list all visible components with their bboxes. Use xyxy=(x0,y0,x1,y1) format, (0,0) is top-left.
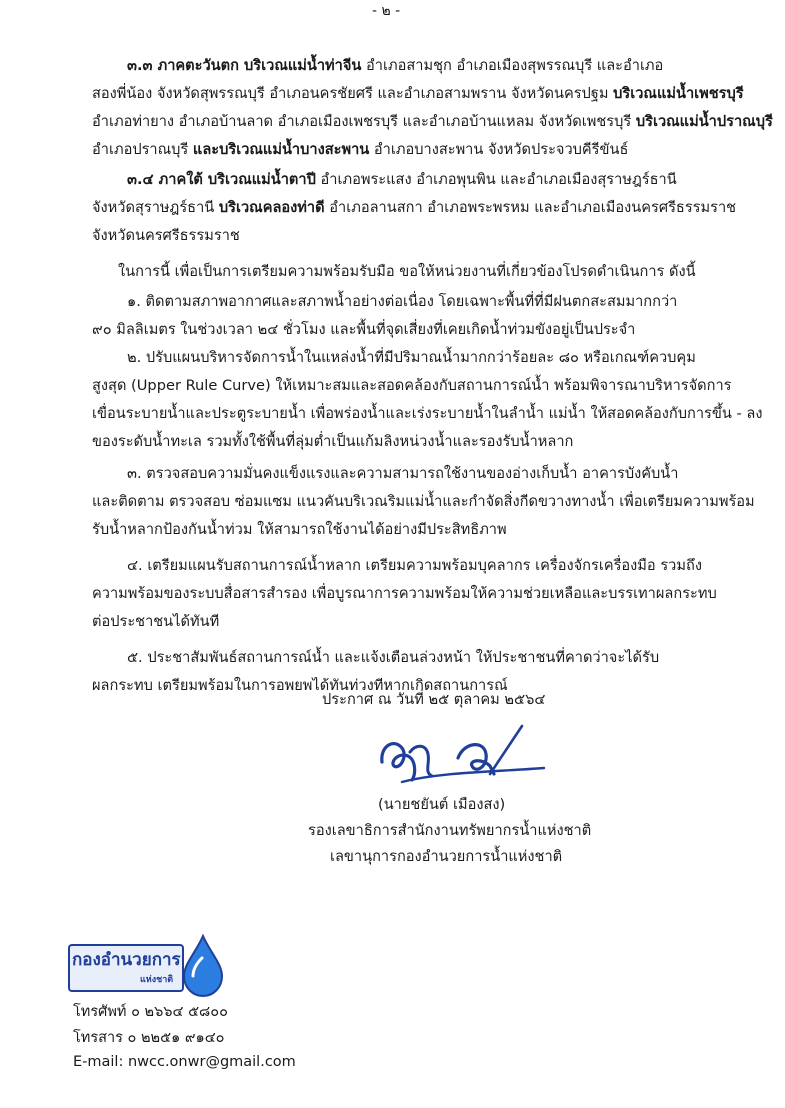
west-heading: ๓.๓ ภาคตะวันตก บริเวณแม่น้ำท่าจีน xyxy=(127,57,362,74)
south-line-1-text: อำเภอพระแสง อำเภอพุนพิน และอำเภอเมืองสุราษฎร์ธานี xyxy=(315,171,677,188)
item-1-line-2: ๙๐ มิลลิเมตร ในช่วงเวลา ๒๔ ชั่วโมง และพื้นที่จุดเสี่ยงที่เคยเกิดน้ำท่วมขังอยู่เป็นประจำ xyxy=(92,321,636,338)
west-line-3-bold: บริเวณแม่น้ำปราณบุรี xyxy=(635,113,773,130)
item-3-line-3: รับน้ำหลากป้องกันน้ำท่วม ให้สามารถใช้งานได้อย่างมีประสิทธิภาพ xyxy=(92,521,507,538)
signatory-name: (นายชยันต์ เมืองสง) xyxy=(378,796,506,813)
south-heading: ๓.๔ ภาคใต้ บริเวณแม่น้ำตาปี xyxy=(127,171,316,188)
item-4-line-2: ความพร้อมของระบบสื่อสารสำรอง เพื่อบูรณาการความพร้อมให้ความช่วยเหลือและบรรเทาผลกระทบ xyxy=(92,585,717,602)
contact-phone: โทรศัพท์ ๐ ๒๖๖๔ ๕๘๐๐ xyxy=(73,1004,228,1020)
contact-fax: โทรสาร ๐ ๒๒๕๑ ๙๑๔๐ xyxy=(73,1030,225,1046)
signature-icon xyxy=(372,722,552,786)
south-line-2-text: จังหวัดสุราษฎร์ธานี xyxy=(92,199,219,216)
west-line-2 xyxy=(92,80,744,108)
west-line-4-post: อำเภอบางสะพาน จังหวัดประจวบคีรีขันธ์ xyxy=(369,141,629,158)
item-4-line-1: ๔. เตรียมแผนรับสถานการณ์น้ำหลาก เตรียมความพร้อมบุคลากร เครื่องจักรเครื่องมือ รวมถึง xyxy=(127,557,702,574)
west-line-4-bold: และบริเวณแม่น้ำบางสะพาน xyxy=(192,141,370,158)
item-3-line-1: ๓. ตรวจสอบความมั่นคงแข็งแรงและความสามารถใช้งานของอ่างเก็บน้ำ อาคารบังคับน้ำ xyxy=(127,465,679,482)
west-line-4-text: อำเภอปราณบุรี xyxy=(92,141,193,158)
item-2-line-1: ๒. ปรับแผนบริหารจัดการน้ำในแหล่งน้ำที่มีปริมาณน้ำมากกว่าร้อยละ ๘๐ หรือเกณฑ์ควบคุม xyxy=(127,349,696,366)
item-4-line-3: ต่อประชาชนได้ทันที xyxy=(92,613,220,630)
contact-email: E-mail: nwcc.onwr@gmail.com xyxy=(73,1054,296,1070)
south-line-3: จังหวัดนครศรีธรรมราช xyxy=(92,227,240,244)
item-5-line-2: ผลกระทบ เตรียมพร้อมในการอพยพได้ทันท่วงทีหากเกิดสถานการณ์ xyxy=(92,677,508,694)
west-line-2-bold: บริเวณแม่น้ำเพชรบุรี xyxy=(613,85,744,102)
west-line-1 xyxy=(127,52,663,80)
west-line-3-text: อำเภอท่ายาง อำเภอบ้านลาด อำเภอเมืองเพชรบุรี และอำเภอบ้านแหลม จังหวัดเพชรบุรี xyxy=(92,113,636,130)
west-line-4 xyxy=(92,136,628,164)
south-line-2-bold: บริเวณคลองท่าดี xyxy=(218,199,325,216)
item-3-line-2: และติดตาม ตรวจสอบ ซ่อมแซม แนวคันบริเวณริมแม่น้ำและกำจัดสิ่งกีดขวางทางน้ำ เพื่อเตรียมความพร้อม xyxy=(92,493,755,510)
water-drop-icon xyxy=(178,932,228,998)
item-2-line-2: สูงสุด (Upper Rule Curve) ให้เหมาะสมและสอดคล้องกับสถานการณ์น้ำ พร้อมพิจารณาบริหารจัดการ xyxy=(92,377,732,394)
logo-subtext: แห่งชาติ xyxy=(140,975,174,985)
west-line-2-text: สองพี่น้อง จังหวัดสุพรรณบุรี อำเภอนครชัยศรี และอำเภอสามพราน จังหวัดนครปฐม xyxy=(92,85,614,102)
logo-text: กองอำนวยการ xyxy=(72,950,181,970)
south-line-1 xyxy=(127,166,677,194)
item-2-line-3: เขื่อนระบายน้ำและประตูระบายน้ำ เพื่อพร่องน้ำและเร่งระบายน้ำในลำน้ำ แม่น้ำ ให้สอดคล้องกับการขึ้น - ลง xyxy=(92,405,763,422)
south-line-2 xyxy=(92,194,736,222)
south-line-2-post: อำเภอลานสกา อำเภอพระพรหม และอำเภอเมืองนครศรีธรรมราช xyxy=(324,199,737,216)
item-2-line-4: ของระดับน้ำทะเล รวมทั้งใช้พื้นที่ลุ่มต่ำเป็นแก้มลิงหน่วงน้ำและรองรับน้ำหลาก xyxy=(92,433,574,450)
west-line-1-text: อำเภอสามชุก อำเภอเมืองสุพรรณบุรี และอำเภอ xyxy=(361,57,664,74)
page-number: - ๒ - xyxy=(372,3,401,19)
announcement-date: ประกาศ ณ วันที่ ๒๕ ตุลาคม ๒๕๖๔ xyxy=(322,691,546,708)
nwcc-logo xyxy=(68,932,228,1000)
intro-paragraph: ในการนี้ เพื่อเป็นการเตรียมความพร้อมรับมือ ขอให้หน่วยงานที่เกี่ยวข้องโปรดดำเนินการ ดังนี้ xyxy=(118,263,696,280)
signatory-position-2: เลขานุการกองอำนวยการน้ำแห่งชาติ xyxy=(330,848,563,865)
west-line-3 xyxy=(92,108,773,136)
item-1-line-1: ๑. ติดตามสภาพอากาศและสภาพน้ำอย่างต่อเนื่อง โดยเฉพาะพื้นที่ที่มีฝนตกสะสมมากกว่า xyxy=(127,293,678,310)
signatory-position-1: รองเลขาธิการสำนักงานทรัพยากรน้ำแห่งชาติ xyxy=(308,822,592,839)
item-5-line-1: ๕. ประชาสัมพันธ์สถานการณ์น้ำ และแจ้งเตือนล่วงหน้า ให้ประชาชนที่คาดว่าจะได้รับ xyxy=(127,649,660,666)
